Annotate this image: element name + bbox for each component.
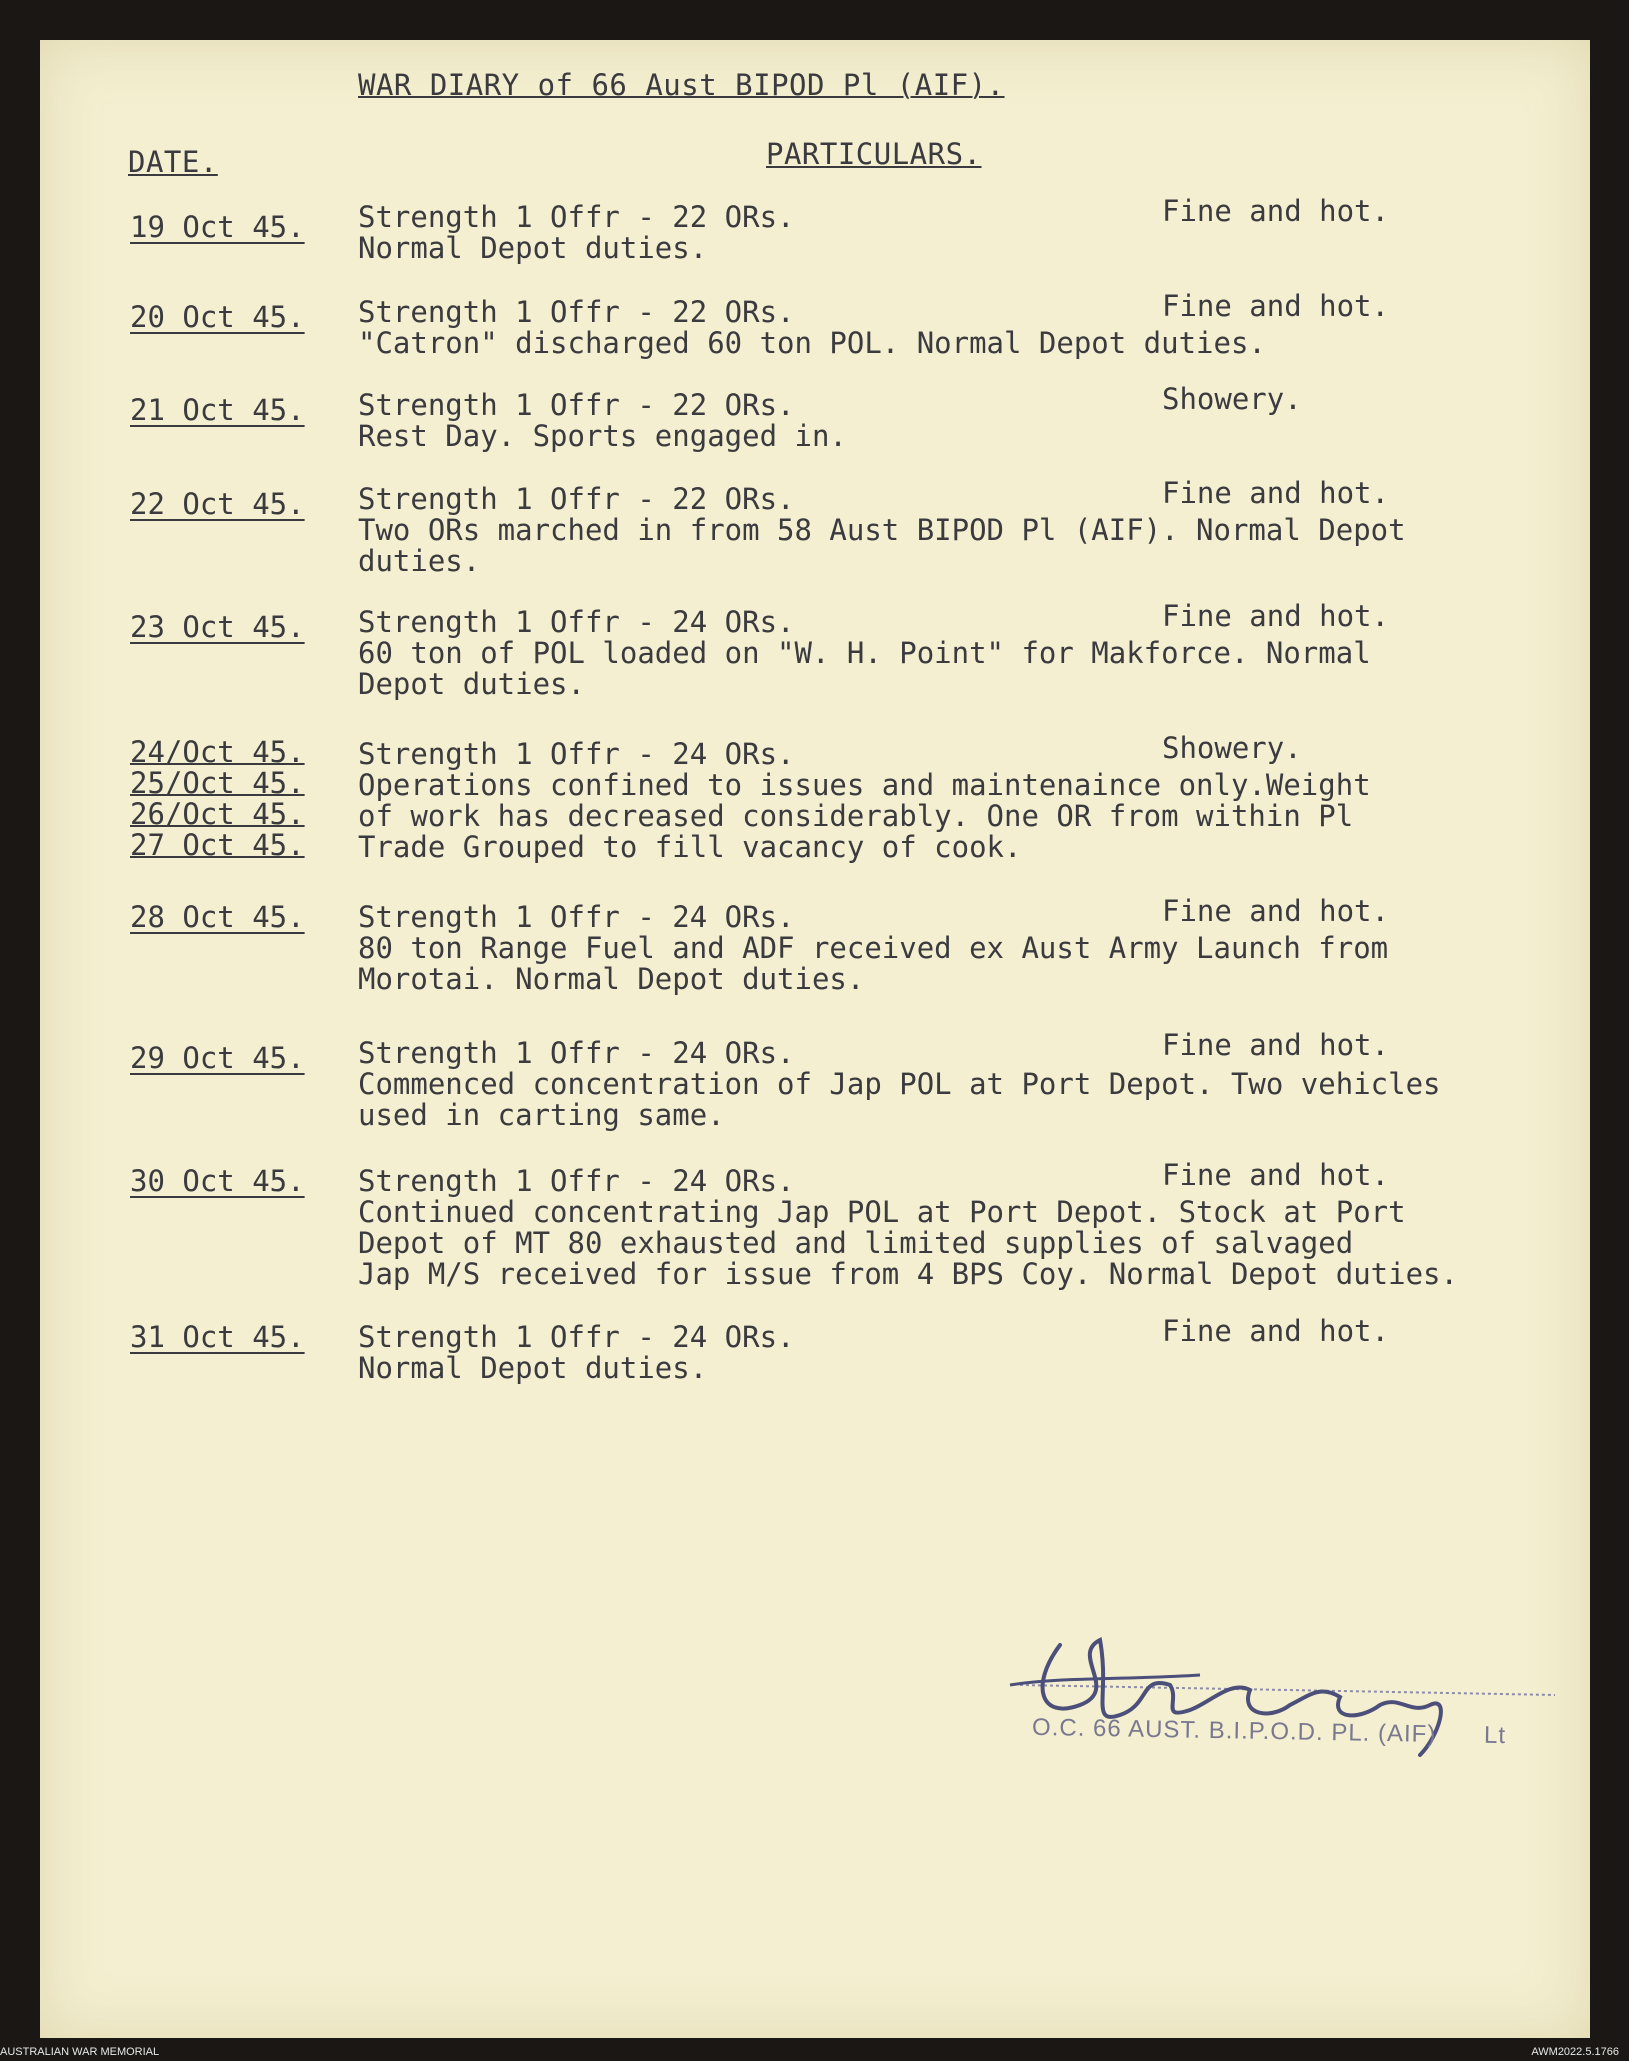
entry-date: 22 Oct 45. [130, 487, 305, 521]
entry-line: Operations confined to issues and maintenaince only.Weight [358, 768, 1371, 802]
entry-line: Rest Day. Sports engaged in. [358, 419, 847, 453]
entry-line: used in carting same. [358, 1098, 725, 1132]
entry-date: 19 Oct 45. [130, 210, 305, 244]
entry-date: 30 Oct 45. [130, 1164, 305, 1198]
entry-line: Strength 1 Offr - 24 ORs. [358, 900, 795, 934]
entry-line: Normal Depot duties. [358, 231, 708, 265]
entry-date: 23 Oct 45. [130, 610, 305, 644]
entry-weather: Fine and hot. [1162, 1158, 1389, 1192]
entry-line: "Catron" discharged 60 ton POL. Normal Depot duties. [358, 326, 1266, 360]
entry-line: Jap M/S received for issue from 4 BPS Coy. Normal Depot duties. [358, 1257, 1458, 1291]
entry-line: Continued concentrating Jap POL at Port Depot. Stock at Port [358, 1195, 1406, 1229]
entry-line: Strength 1 Offr - 22 ORs. [358, 388, 795, 422]
entry-line: of work has decreased considerably. One OR from within Pl [358, 799, 1354, 833]
entry-weather: Fine and hot. [1162, 1314, 1389, 1348]
archive-reference: AWM2022.5.1766 [1531, 2046, 1619, 2058]
entry-weather: Fine and hot. [1162, 194, 1389, 228]
entry-weather: Showery. [1162, 731, 1302, 765]
entry-line: Strength 1 Offr - 22 ORs. [358, 200, 795, 234]
entry-date: 28 Oct 45. [130, 900, 305, 934]
entry-date: 27 Oct 45. [130, 828, 305, 862]
entry-date: 26/Oct 45. [130, 797, 305, 831]
entry-date-range [130, 737, 305, 861]
entry-line: Depot duties. [358, 667, 585, 701]
archive-label: AUSTRALIAN WAR MEMORIAL [0, 2046, 160, 2058]
entry-line: Morotai. Normal Depot duties. [358, 962, 865, 996]
entry-line: Strength 1 Offr - 24 ORs. [358, 737, 795, 771]
stamp-rank: Lt [1483, 1721, 1507, 1750]
entry-date: 25/Oct 45. [130, 766, 305, 800]
entry-weather: Fine and hot. [1162, 894, 1389, 928]
entry-weather: Showery. [1162, 382, 1302, 416]
date-column-header: DATE. [128, 145, 218, 179]
entry-line: Commenced concentration of Jap POL at Port Depot. Two vehicles [358, 1067, 1441, 1101]
entry-weather: Fine and hot. [1162, 289, 1389, 323]
entry-line: duties. [358, 544, 481, 578]
entry-line: Trade Grouped to fill vacancy of cook. [358, 830, 1022, 864]
officer-stamp: O.C. 66 AUST. B.I.P.O.D. PL. (AIF) Lt [1031, 1713, 1507, 1750]
entry-line: Strength 1 Offr - 24 ORs. [358, 1320, 795, 1354]
entry-date: 21 Oct 45. [130, 393, 305, 427]
entry-date: 29 Oct 45. [130, 1041, 305, 1075]
entry-weather: Fine and hot. [1162, 599, 1389, 633]
page-title: WAR DIARY of 66 Aust BIPOD Pl (AIF). [358, 68, 1005, 102]
entry-weather: Fine and hot. [1162, 1028, 1389, 1062]
entry-line: Strength 1 Offr - 22 ORs. [358, 295, 795, 329]
entry-line: Two ORs marched in from 58 Aust BIPOD Pl (AIF). Normal Depot [358, 513, 1406, 547]
entry-line: Strength 1 Offr - 22 ORs. [358, 482, 795, 516]
entry-date: 20 Oct 45. [130, 300, 305, 334]
entry-line: Normal Depot duties. [358, 1351, 708, 1385]
entry-line: 60 ton of POL loaded on "W. H. Point" for Makforce. Normal [358, 636, 1371, 670]
entry-line: Depot of MT 80 exhausted and limited supplies of salvaged [358, 1226, 1354, 1260]
entry-line: Strength 1 Offr - 24 ORs. [358, 605, 795, 639]
entry-line: 80 ton Range Fuel and ADF received ex Aust Army Launch from [358, 931, 1389, 965]
entry-weather: Fine and hot. [1162, 476, 1389, 510]
particulars-column-header: PARTICULARS. [766, 137, 982, 171]
entry-date: 31 Oct 45. [130, 1320, 305, 1354]
entry-date: 24/Oct 45. [130, 735, 305, 769]
entry-line: Strength 1 Offr - 24 ORs. [358, 1164, 795, 1198]
entry-line: Strength 1 Offr - 24 ORs. [358, 1036, 795, 1070]
